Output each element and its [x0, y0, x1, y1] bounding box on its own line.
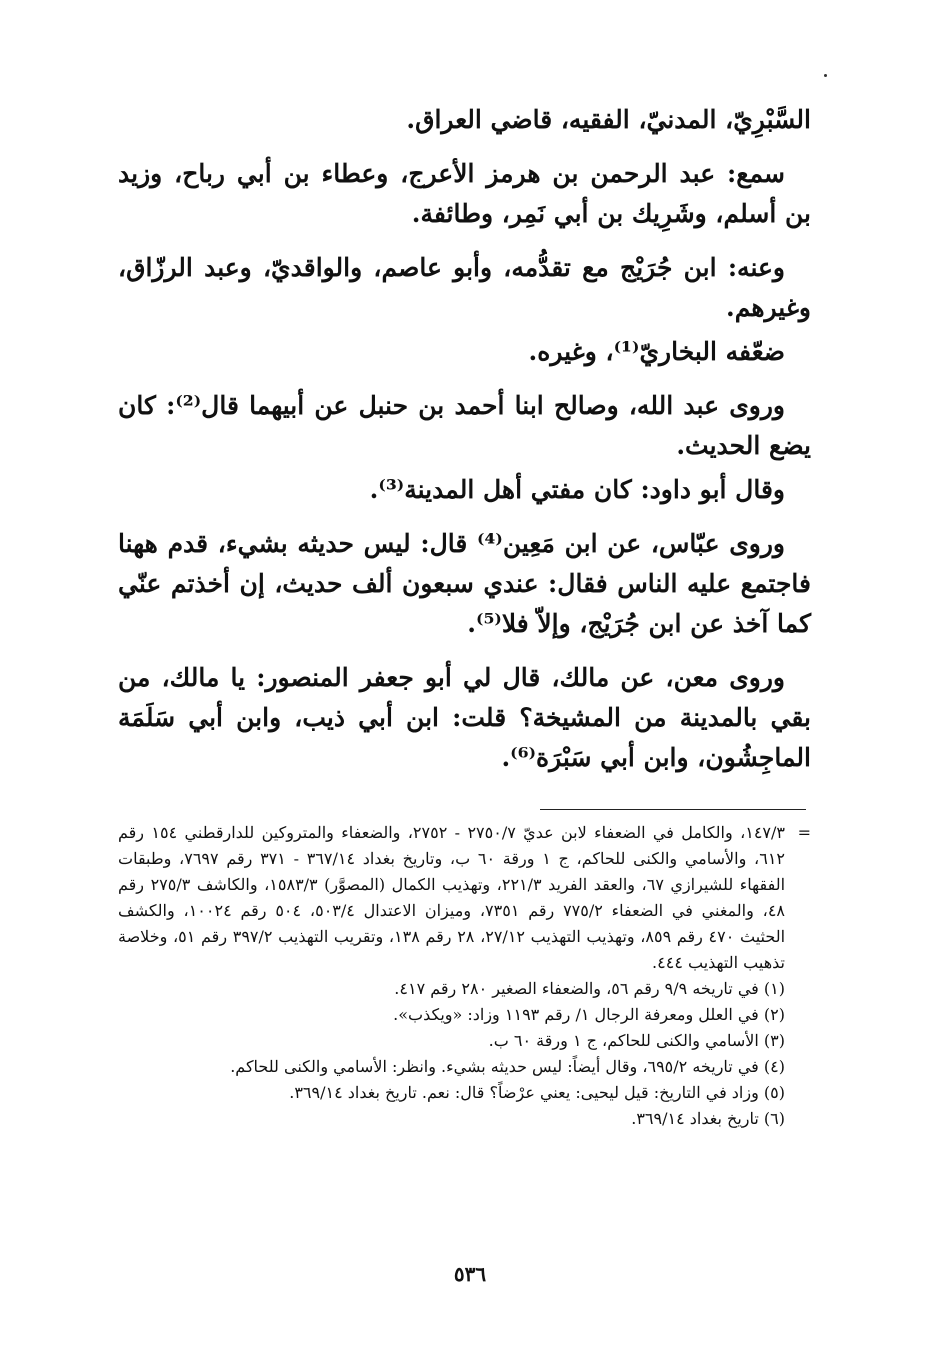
footnote-3: (٣) الأسامي والكنى للحاكم، ج ١ ورقة ٦٠ ب. — [488, 1031, 785, 1050]
paragraph-4: ضعّفه البخاريّ⁽¹⁾، وغيره. — [528, 337, 785, 366]
footnote-1: (١) في تاريخه ٩/٩ رقم ٥٦، والضعفاء الصغير ٢٨٠ رقم ٤١٧. — [394, 979, 785, 998]
footnote-6: (٦) تاريخ بغداد ٣٦٩/١٤. — [631, 1109, 785, 1128]
footnote-4: (٤) في تاريخه ٦٩٥/٢، وقال أيضاً: ليس حديثه بشيء. وانظر: الأسامي والكنى للحاكم. — [230, 1057, 785, 1076]
paragraph-6: وقال أبو داود: كان مفتي أهل المدينة⁽³⁾. — [369, 475, 785, 504]
paragraph-8: وروى معن، عن مالك، قال لي أبو جعفر المنصور: يا مالك، من بقي بالمدينة من المشيخة؟ قلت: ابن أبي ذيب، وابن أبي سَلَمَة الماجِشُون، وابن أبي سَبْرَة⁽⁶⁾. — [118, 663, 811, 772]
footnote-2: (٢) في العلل ومعرفة الرجال ١/ رقم ١١٩٣ وزاد: «ويكذب». — [393, 1005, 785, 1024]
footnotes — [118, 820, 811, 1132]
footnote-5: (٥) وزاد في التاريخ: قيل ليحيى: يعني عرْضاً؟ قال: نعم. تاريخ بغداد ٣٦٩/١٤. — [289, 1083, 785, 1102]
paragraph-1: السَّبْرِيّ، المدنيّ، الفقيه، قاضي العراق. — [406, 105, 811, 134]
footnote-continuation — [118, 820, 811, 976]
continuation-text: ١٤٧/٣، والكامل في الضعفاء لابن عديّ ٢٧٥٠/٧ - ٢٧٥٢، والضعفاء والمتروكين للدارقطني ١٥٤ رقم ٦١٢، والأسامي والكنى للحاكم، ج ١ ورقة ٦٠ ب، وتاريخ بغداد ٣٦٧/١٤ - ٣٧١ رقم ٧٦٩٧، وطبقات الفقهاء للشيرازي ٦٧، والعقد الفريد ٢٢١/٣، وتهذيب الكمال (المصوَّر) ١٥٨٣/٣، والكاشف ٢٧٥/٣ رقم ٤٨، والمغني في الضعفاء ٧٧٥/٢ رقم ٧٣٥١، وميزان الاعتدال ٥٠٣/٤، ٥٠٤ رقم ١٠٠٢٤، والكشف الحثيث ٤٧٠ رقم ٨٥٩، وتهذيب التهذيب ٢٧/١٢، ٢٨ رقم ١٣٨، وتقريب التهذيب ٣٩٧/٢ رقم ٥١، وخلاصة تذهيب التهذيب ٤٤٤. — [118, 823, 786, 972]
scan-speck — [824, 74, 827, 77]
footnote-divider — [540, 809, 806, 810]
paragraph-5: وروى عبد الله، وصالح ابنا أحمد بن حنبل عن أبيهما قال⁽²⁾: كان يضع الحديث. — [118, 391, 811, 460]
paragraph-3: وعنه: ابن جُرَيْج مع تقدُّمه، وأبو عاصم، والواقديّ، وعبد الرزّاق، وغيرهم. — [118, 253, 811, 322]
page-number: ٥٣٦ — [453, 1262, 487, 1286]
main-text — [118, 100, 811, 792]
paragraph-2: سمع: عبد الرحمن بن هرمز الأعرج، وعطاء بن أبي رباح، وزيد بن أسلم، وشَرِيك بن أبي نَمِر، وطائفة. — [118, 159, 811, 228]
continuation-marker: = — [797, 823, 811, 842]
paragraph-7: وروى عبّاس، عن ابن مَعِين⁽⁴⁾ قال: ليس حديثه بشيء، قدم ههنا فاجتمع عليه الناس فقال: عندي سبعون ألف حديث، إن أخذتم عنّي كما آخذ عن ابن جُرَيْج، وإلاّ فلا⁽⁵⁾. — [118, 529, 811, 638]
